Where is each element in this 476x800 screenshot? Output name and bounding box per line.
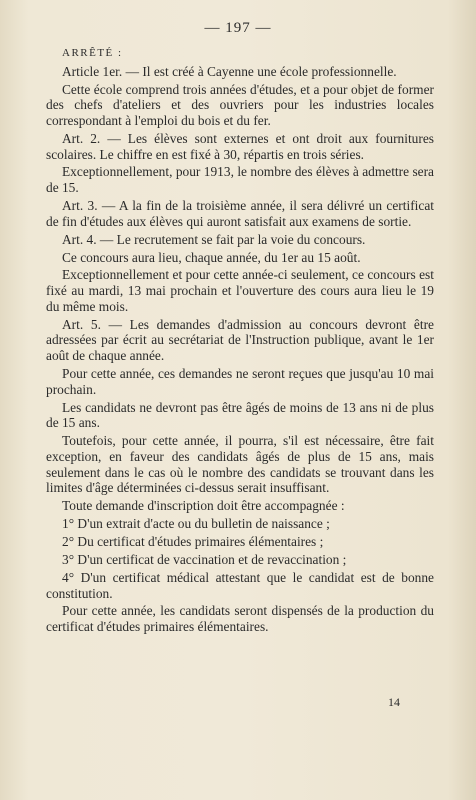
paragraph: Exceptionnellement et pour cette année-ci seulement, ce concours est fixé au mardi, 13 mai prochain et l'ouverture des cours aura lieu le 19 du même mois. bbox=[46, 267, 434, 314]
paragraph: Toute demande d'inscription doit être accompagnée : bbox=[62, 498, 345, 514]
paragraph: Art. 4. — Le recrutement se fait par la voie du concours. bbox=[62, 231, 366, 247]
body-text bbox=[46, 46, 434, 637]
list-item: 3° D'un certificat de vaccination et de revaccination ; bbox=[62, 551, 347, 567]
paragraph: Les candidats ne devront pas être âgés de moins de 13 ans ni de plus de 15 ans. bbox=[46, 399, 434, 431]
paragraph: Article 1er. — Il est créé à Cayenne une école professionnelle. bbox=[62, 63, 397, 79]
list-item: 2° Du certificat d'études primaires élémentaires ; bbox=[62, 534, 324, 550]
signature-mark: 14 bbox=[388, 695, 400, 709]
decree-heading: ARRÊTÉ : bbox=[62, 47, 123, 59]
paragraph: Ce concours aura lieu, chaque année, du 1er au 15 août. bbox=[62, 249, 361, 265]
page-number: — 197 — bbox=[204, 20, 272, 36]
paragraph: Art. 2. — Les élèves sont externes et ont droit aux fournitures scolaires. Le chiffre en est fixé à 30, répartis en trois séries. bbox=[46, 130, 434, 162]
paragraph: Cette école comprend trois années d'études, et a pour objet de former des chefs d'ateliers et des ouvriers pour les industries locales correspondant à l'emploi du bois et du fer. bbox=[46, 81, 434, 128]
paragraph: Pour cette année, ces demandes ne seront reçues que jusqu'au 10 mai prochain. bbox=[46, 366, 434, 397]
paragraph: Toutefois, pour cette année, il pourra, s'il est nécessaire, être fait exception, en faveur des candidats âgés de plus de 15 ans, mais seulement dans le cas où le nombre des candidats se trouvant dans les limites d'âge déterminées ci-dessus serait insuffisant. bbox=[46, 433, 434, 496]
list-item: 1° D'un extrait d'acte ou du bulletin de naissance ; bbox=[62, 516, 330, 532]
list-item: 4° D'un certificat médical attestant que le candidat est de bonne constitution. bbox=[46, 569, 434, 601]
paragraph: Exceptionnellement, pour 1913, le nombre des élèves à admettre sera de 15. bbox=[46, 164, 434, 196]
paragraph: Art. 5. — Les demandes d'admission au concours devront être adressées par écrit au secrétariat de l'Instruction publique, avant le 1er août de chaque année. bbox=[46, 316, 434, 364]
paragraph: Art. 3. — A la fin de la troisième année, il sera délivré un certificat de fin d'études aux élèves qui auront satisfait aux examens de sortie. bbox=[46, 198, 434, 229]
paragraph: Pour cette année, les candidats seront dispensés de la production du certificat d'études primaires élémentaires. bbox=[46, 603, 434, 635]
